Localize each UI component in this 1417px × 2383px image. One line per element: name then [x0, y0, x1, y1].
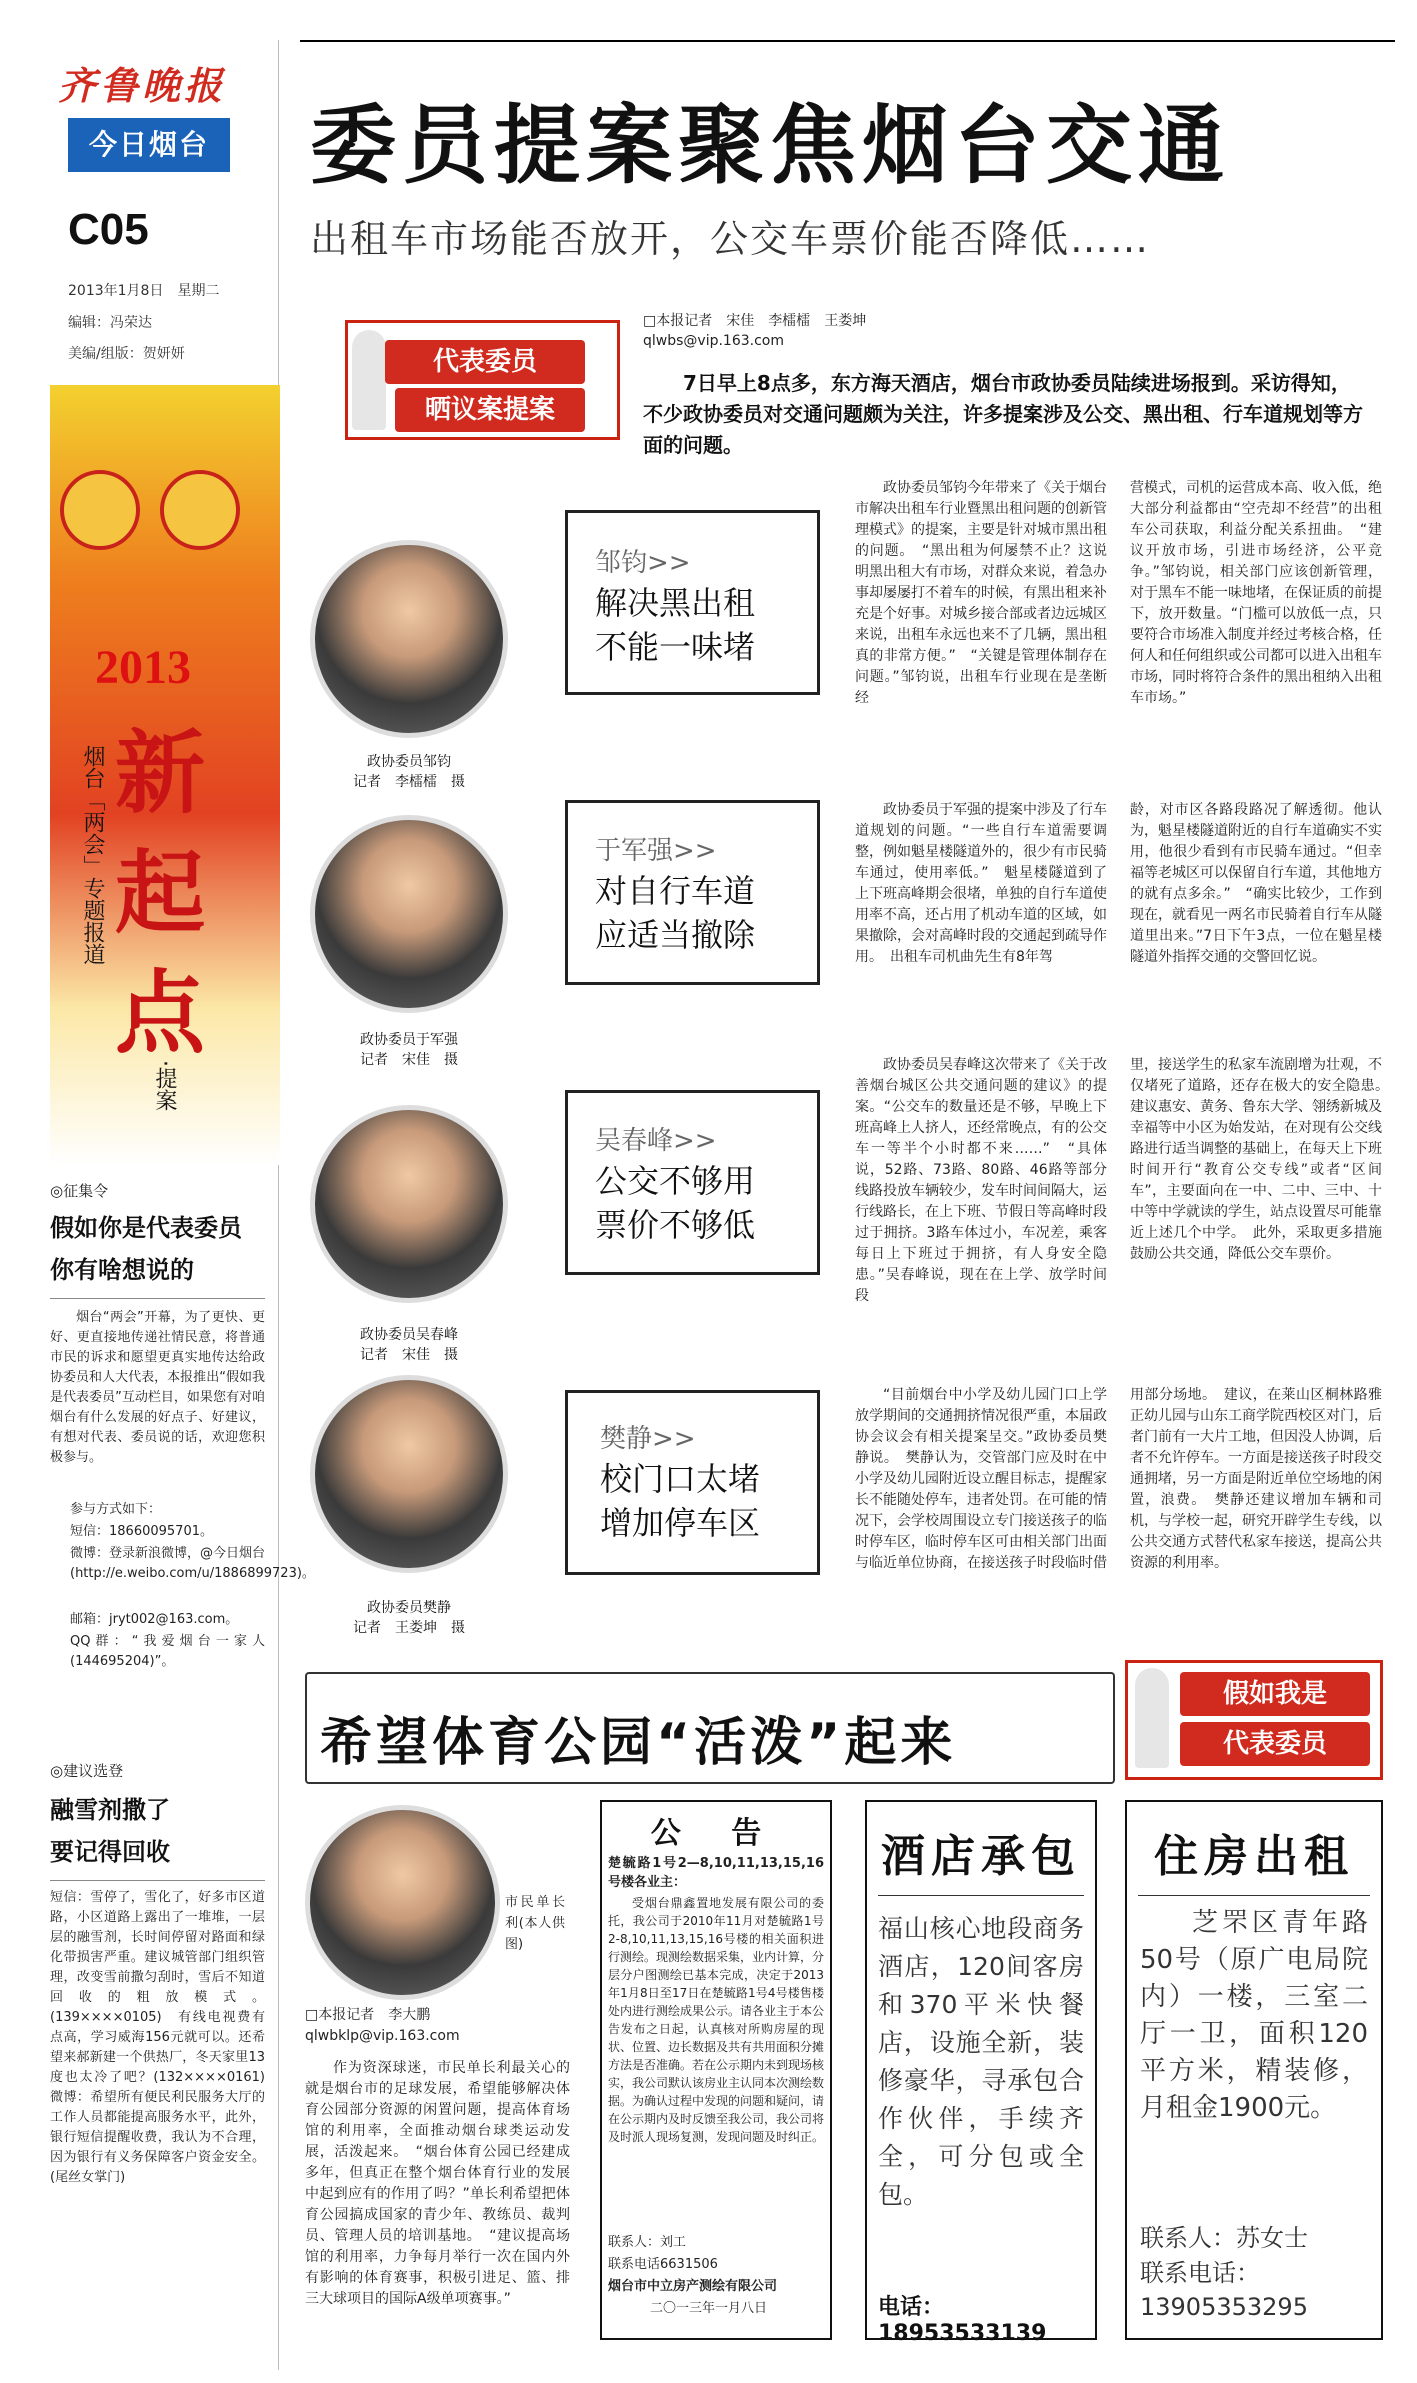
notice-body: 受烟台鼎鑫置地发展有限公司的委托，我公司于2010年11月对楚毓路1号2-8,10,11,13,15,16号楼的相关面积进行测绘。现测绘数据采集，业内计算，分层分户图测绘已基本完成，决定于2013年1月8日至17日在楚毓路1号4号楼售楼处内进行测绘成果公示。请各业主于本公告发布之日起，认真核对所购房屋的现状、位置、边长数据及共有共用面积分摊方法是否准确。若在公示期内未到现场核实，我公司默认该房业主认同本次测绘数据。为确认过程中发现的问题和疑问，请在公示期内及时反馈至我公司，我公司将及时派人现场复测，发现问题及时纠正。	[608, 1896, 825, 2144]
suggest-tag: ◎建议选登	[50, 1762, 124, 1780]
solicit-mail: 邮箱：jryt002@163.com。	[70, 1612, 239, 1627]
member-photo-zoujun	[310, 540, 508, 738]
member-name: 于军强>>	[595, 836, 717, 866]
divider	[1138, 1895, 1370, 1896]
quote-line-1: 公交不够用	[595, 1162, 756, 1200]
solicit-weibo: 微博：登录新浪微博，@今日烟台(http://e.weibo.com/u/1886899723)。	[70, 1546, 315, 1581]
member-photo-yujunqiang	[310, 815, 508, 1013]
quote-line-2: 增加停车区	[600, 1504, 761, 1542]
park-reporter: □本报记者 李大鹏	[305, 2007, 431, 2023]
main-headline: 委员提案聚焦烟台交通	[310, 96, 1230, 196]
quote-line-2: 不能一味堵	[595, 628, 756, 666]
park-headline: 希望体育公园“活泼”起来	[320, 1713, 957, 1773]
stamp2-line-1: 假如我是	[1180, 1672, 1370, 1716]
ad-hotel-body: 福山核心地段商务酒店，120间客房和370平米快餐店，设施全新，装修豪华，寻承包合作伙伴，手续齐全，可分包或全包。	[878, 1914, 1084, 2209]
solicit-qq: QQ群：“我爱烟台一家人(144695204)”。	[70, 1634, 265, 1669]
article-col-1: 政协委员于军强的提案中涉及了行车道规划的问题。“一些自行车道需要调整，例如魁星楼隧道外的，很少有市民骑车通过，使用率低。” 魁星楼隧道到了上下班高峰期会很堵，单独的自行车道使用率不高，还占用了机动车道的区域，如果撤除，会对高峰时段的交通起到疏导作用。 出租车司机曲先生有8年驾	[855, 802, 1107, 965]
solicit-sms: 短信：18660095701。	[70, 1524, 213, 1539]
banner-year: 2013	[95, 641, 191, 694]
byline: □本报记者 宋佳 李檑檑 王娄坤	[643, 313, 867, 329]
section-tag: 今日烟台	[68, 118, 230, 172]
photo-caption: 市民单长利(本人供图)	[505, 1895, 565, 1952]
photo-caption: 政协委员于军强	[360, 1032, 458, 1048]
solicit-body: 烟台“两会”开幕，为了更快、更好、更直接地传递社情民意，将普通市民的诉求和愿望更真实地传达给政协委员和人大代表，本报推出“假如我是代表委员”互动栏目，如果您有对咱烟台有什么发展的好点子、好建议，有想对代表、委员说的话，欢迎您积极参与。	[50, 1310, 265, 1465]
article-col-1: 政协委员吴春峰这次带来了《关于改善烟台城区公共交通问题的建议》的提案。“公交车的数量还是不够，早晚上下班高峰上人挤人，还经常晚点，有的公交车一等半个小时都不来……” “具体说，52路、73路、80路、46路等部分线路投放车辆较少，发车时间间隔大，运行线路长，在上下班、节假日等高峰时段过于拥挤。3路车体过小，车况差，乘客每日上下班过于拥挤，有人身安全隐患。”吴春峰说，现在在上学、放学时间段	[855, 1057, 1107, 1304]
suggest-head-1: 融雪剂撒了	[50, 1796, 170, 1824]
lead-paragraph: 7日早上8点多，东方海天酒店，烟台市政协委员陆续进场报到。采访得知，不少政协委员对交通问题颇为关注，许多提案涉及公交、黑出租、行车道规划等方面的问题。	[643, 371, 1363, 457]
quote-line-1: 校门口太堵	[600, 1460, 761, 1498]
stamp2-line-2: 代表委员	[1180, 1722, 1370, 1766]
page-number: C05	[68, 205, 149, 254]
park-email: qlwbklp@vip.163.com	[305, 2028, 460, 2044]
banner-char-xin: 新	[115, 720, 205, 826]
member-name: 邹钧>>	[595, 548, 691, 578]
quote-line-1: 解决黑出租	[595, 584, 756, 622]
divider	[50, 1880, 265, 1881]
quote-line-2: 票价不够低	[595, 1206, 756, 1244]
divider	[50, 1298, 265, 1299]
ad-rent-title: 住房出租	[1154, 1831, 1354, 1882]
national-emblem-icon	[60, 470, 140, 550]
photo-caption: 政协委员樊静	[367, 1600, 451, 1616]
photo-credit: 记者 宋佳 摄	[360, 1052, 458, 1068]
stamp-line-1: 代表委员	[385, 340, 585, 384]
photo-caption: 政协委员吴春峰	[360, 1327, 458, 1343]
member-photo-fanjing	[310, 1375, 508, 1573]
banner-tian-label: ·提案	[152, 1060, 177, 1111]
solicit-head-2: 你有啥想说的	[50, 1256, 194, 1284]
photo-credit: 记者 宋佳 摄	[360, 1347, 458, 1363]
divider	[878, 1895, 1084, 1896]
article-col-2: 龄，对市区各路段路况了解透彻。他认为，魁星楼隧道附近的自行车道确实不实用，他很少看到有市民骑车通过。“但幸福等老城区可以保留自行车道，其他地方的就有点多余。” “确实比较少，工作到现在，就看见一两名市民骑着自行车从隧道里出来。”7日下午3点，一位在魁星楼隧道外指挥交通的交警回忆说。	[1130, 802, 1382, 965]
solicit-tag: ◎征集令	[50, 1182, 109, 1200]
banner-side-label: 烟台「两会」专题报道	[80, 745, 105, 965]
banner-char-dian: 点	[115, 960, 205, 1066]
byline-email: qlwbs@vip.163.com	[643, 333, 784, 349]
ad-rent-contact: 联系人：苏女士	[1140, 2224, 1308, 2252]
figure-icon	[352, 330, 386, 430]
article-col-1: “目前烟台中小学及幼儿园门口上学放学期间的交通拥挤情况很严重，本届政协会议会有相关提案呈交。”政协委员樊静说。 樊静认为，交管部门应及时在中小学及幼儿园附近设立醒目标志，提醒家长不能随处停车，违者处罚。在可能的情况下，会学校周围设立专门接送孩子的临时停车区，临时停车区可由相关部门出面与临近单位协商，在接送孩子时段临时借	[855, 1387, 1107, 1571]
solicit-ways: 参与方式如下：	[70, 1502, 162, 1517]
notice-contact: 联系人：刘工	[608, 2235, 687, 2250]
notice-title: 公 告	[650, 1816, 782, 1851]
newspaper-logo: 齐鲁晚报	[58, 63, 227, 108]
banner-char-qi: 起	[115, 840, 205, 946]
ad-rent-tel: 联系电话：13905353295	[1140, 2259, 1308, 2321]
quote-line-2: 应适当撤除	[595, 916, 756, 954]
quote-line-1: 对自行车道	[595, 872, 756, 910]
editor-credit: 编辑：冯荣达	[68, 315, 152, 331]
article-col-1: 政协委员邹钧今年带来了《关于烟台市解决出租车行业暨黑出租问题的创新管理模式》的提案，主要是针对城市黑出租的问题。 “黑出租为何屡禁不止？这说明黑出租大有市场，对群众来说，着急办事却屡屡打不着车的时候，有黑出租来补充是个好事。对城乡接合部或者边远城区来说，出租车永远也来不了几辆，黑出租真的非常方便。” “关键是管理体制存在问题。”邹钧说，出租车行业现在是垄断经	[855, 480, 1107, 706]
figure-icon	[1135, 1668, 1169, 1768]
stamp-line-2: 晒议案提案	[395, 388, 585, 432]
subheadline: 出租车市场能否放开，公交车票价能否降低……	[310, 217, 1151, 261]
top-rule	[300, 40, 1395, 42]
ad-hotel-title: 酒店承包	[881, 1831, 1081, 1882]
photo-credit: 记者 李檑檑 摄	[353, 774, 465, 790]
photo-caption: 政协委员邹钧	[367, 754, 451, 770]
citizen-photo	[305, 1805, 500, 2000]
article-col-2: 用部分场地。 建议，在莱山区桐林路雅正幼儿园与山东工商学院西校区对门，后者门前有一大片工地，但因没人协调，后者不允许停车。一方面是接送孩子时段交通拥堵，另一方面是附近单位空场地的闲置，浪费。 樊静还建议增加车辆和司机，与学校一起，研究开辟学生专线，以公共交通方式替代私家车接送，提高公共资源的利用率。	[1130, 1387, 1382, 1571]
notice-tel: 联系电话6631506	[608, 2257, 718, 2272]
designer-credit: 美编/组版：贺妍妍	[68, 346, 185, 362]
member-name: 樊静>>	[600, 1424, 696, 1454]
park-body: 作为资深球迷，市民单长利最关心的就是烟台市的足球发展，希望能够解决体育公园部分资源的闲置问题，提高体育场馆的利用率，全面推动烟台球类运动发展，活泼起来。 “烟台体育公园已经建成多年，但真正在整个烟台体育行业的发展中起到应有的作用了吗？”单长利希望把体育公园搞成国家的青少年、教练员、裁判员、管理人员的培训基地。 “建议提高场馆的利用率，力争每月举行一次在国内外有影响的体育赛事，积极引进足、篮、排三大球项目的国际A级单项赛事。”	[305, 2060, 570, 2307]
notice-date: 二〇一三年一月八日	[650, 2301, 768, 2316]
member-name: 吴春峰>>	[595, 1126, 717, 1156]
photo-credit: 记者 王娄坤 摄	[353, 1620, 465, 1636]
cppcc-emblem-icon	[160, 470, 240, 550]
issue-date: 2013年1月8日 星期二	[68, 283, 220, 299]
ad-hotel-tel: 电话：18953533139	[878, 2295, 1047, 2346]
suggest-body: 短信：雪停了，雪化了，好多市区道路，小区道路上露出了一堆堆，一层层的融雪剂，长时间停留对路面和绿化带损害严重。建议城管部门组织管理，改变雪前撒匀刮时，雪后不知道回收的粗放模式。(139××××0105) 有线电视费有点高，学习威海156元就可以。还希望来郝新建一个供热厂，冬天家里13度也太冷了吧？(132××××0161) 微博：希望所有便民利民服务大厅的工作人员都能提高服务水平，此外，银行短信提醒收费，我认为不合理，因为银行有义务保障客户资金安全。(尾丝女掌门)	[50, 1890, 279, 2185]
ad-rent-body: 芝罘区青年路50号（原广电局院内）一楼，三室二厅一卫，面积120平方米，精装修，月租金1900元。	[1140, 1908, 1368, 2123]
article-col-2: 营模式，司机的运营成本高、收入低，绝大部分利益都由“空壳却不经营”的出租车公司获取，利益分配关系扭曲。 “建议开放市场，引进市场经济，公平竞争。”邹钧说，相关部门应该创新管理，对于黑车不能一味地堵，在保证质的前提下，放开数量。“门槛可以放低一点，只要符合市场准入制度并经过考核合格，任何人和任何组织或公司都可以进入出租车市场，同时将符合条件的黑出租纳入出租车市场。”	[1130, 480, 1382, 706]
suggest-head-2: 要记得回收	[50, 1838, 170, 1866]
solicit-head-1: 假如你是代表委员	[50, 1214, 242, 1242]
article-col-2: 里，接送学生的私家车流剧增为壮观，不仅堵死了道路，还存在极大的安全隐患。 建议惠安、黄务、鲁东大学、翎绣新城及幸福等中小区为始发站，在对现有公交线路进行适当调整的基础上，在每天上下班时间开行“教育公交专线”或者“区间车”，主要面向在一中、二中、三中、十中等中学就读的学生，站点设置尽可能靠近上述几个中学。 此外，采取更多措施鼓励公共交通，降低公交车票价。	[1130, 1057, 1396, 1262]
notice-org: 烟台市中立房产测绘有限公司	[608, 2279, 778, 2294]
notice-recipient: 楚毓路1号2—8,10,11,13,15,16号楼各业主：	[608, 1856, 824, 1890]
member-photo-wuchunfeng	[310, 1105, 508, 1303]
